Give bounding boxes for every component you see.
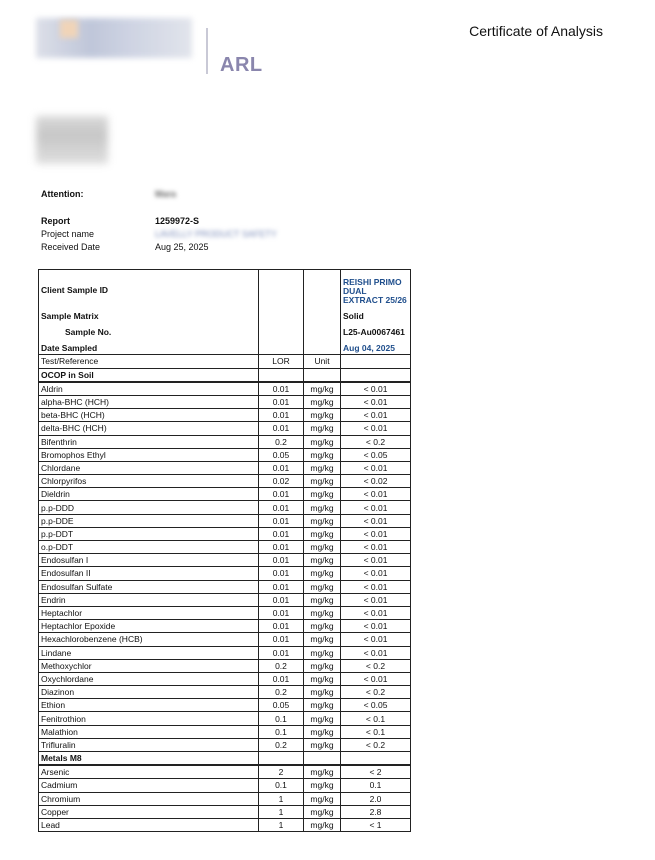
unit-value: mg/kg <box>304 765 341 779</box>
result-value: < 0.01 <box>341 501 411 514</box>
results-table <box>38 269 411 832</box>
section-title: OCOP in Soil <box>39 368 259 382</box>
lor-value: 0.01 <box>259 567 304 580</box>
lor-value: 0.2 <box>259 659 304 672</box>
lor-value: 0.01 <box>259 382 304 396</box>
unit-value: mg/kg <box>304 501 341 514</box>
table-row <box>39 792 411 805</box>
table-row <box>39 606 411 619</box>
result-value: < 0.01 <box>341 620 411 633</box>
table-row <box>39 633 411 646</box>
analyte-name: p.p-DDT <box>39 527 259 540</box>
unit-value: mg/kg <box>304 461 341 474</box>
sample-matrix-value: Solid <box>341 310 411 322</box>
result-value: < 0.01 <box>341 409 411 422</box>
attention-label: Attention: <box>41 189 84 199</box>
table-row <box>39 779 411 792</box>
table-row <box>39 672 411 685</box>
lor-value: 0.01 <box>259 554 304 567</box>
lor-value: 0.1 <box>259 725 304 738</box>
lor-value: 0.01 <box>259 488 304 501</box>
unit-value: mg/kg <box>304 514 341 527</box>
unit-value: mg/kg <box>304 659 341 672</box>
lor-value: 1 <box>259 818 304 831</box>
table-row <box>39 659 411 672</box>
table-row <box>39 593 411 606</box>
table-row <box>39 805 411 818</box>
analyte-name: Chlordane <box>39 461 259 474</box>
lor-value: 1 <box>259 792 304 805</box>
unit-value: mg/kg <box>304 686 341 699</box>
result-value: < 0.01 <box>341 633 411 646</box>
lor-value: 0.05 <box>259 448 304 461</box>
project-value: LAVELLY PRODUCT SAFETY <box>155 229 277 239</box>
analyte-name: Bifenthrin <box>39 435 259 448</box>
result-value: < 0.1 <box>341 712 411 725</box>
table-row <box>39 818 411 831</box>
lor-value: 0.2 <box>259 435 304 448</box>
lor-value: 0.01 <box>259 633 304 646</box>
analyte-name: Malathion <box>39 725 259 738</box>
table-row <box>39 738 411 751</box>
lor-value: 0.1 <box>259 779 304 792</box>
lor-value: 0.05 <box>259 699 304 712</box>
result-value: < 0.01 <box>341 395 411 408</box>
result-value: < 0.01 <box>341 527 411 540</box>
client-sample-id-label: Client Sample ID <box>39 270 259 311</box>
unit-value: mg/kg <box>304 580 341 593</box>
lor-value: 0.01 <box>259 672 304 685</box>
table-row <box>39 527 411 540</box>
logo-divider <box>206 28 208 74</box>
lor-value: 0.01 <box>259 593 304 606</box>
table-row <box>39 646 411 659</box>
report-value: 1259972-S <box>155 216 200 226</box>
sample-no-label-cell <box>39 322 259 342</box>
sample-no-value: L25-Au0067461 <box>341 322 411 342</box>
lor-value: 0.01 <box>259 606 304 619</box>
result-value: < 0.01 <box>341 514 411 527</box>
analyte-name: p.p-DDE <box>39 514 259 527</box>
unit-value: mg/kg <box>304 738 341 751</box>
lor-value: 0.01 <box>259 620 304 633</box>
unit-value: mg/kg <box>304 646 341 659</box>
result-value: < 0.2 <box>341 686 411 699</box>
analyte-name: Chlorpyrifos <box>39 475 259 488</box>
analyte-name: Heptachlor Epoxide <box>39 620 259 633</box>
unit-value: mg/kg <box>304 488 341 501</box>
unit-value: mg/kg <box>304 422 341 435</box>
table-row <box>39 620 411 633</box>
table-row <box>39 395 411 408</box>
analyte-name: Diazinon <box>39 686 259 699</box>
table-row <box>39 382 411 396</box>
table-row <box>39 567 411 580</box>
table-row <box>39 514 411 527</box>
unit-value: mg/kg <box>304 593 341 606</box>
section-header-row <box>39 368 411 382</box>
unit-value: mg/kg <box>304 409 341 422</box>
table-row <box>39 475 411 488</box>
result-value: 0.1 <box>341 779 411 792</box>
lor-value: 2 <box>259 765 304 779</box>
analyte-name: Dieldrin <box>39 488 259 501</box>
sample-matrix-label: Sample Matrix <box>39 310 259 322</box>
result-value: 2.0 <box>341 792 411 805</box>
received-label: Received Date <box>41 242 101 252</box>
analyte-name: Endosulfan Sulfate <box>39 580 259 593</box>
lor-value: 0.01 <box>259 461 304 474</box>
lor-value: 0.01 <box>259 395 304 408</box>
result-value: < 0.1 <box>341 725 411 738</box>
client-sample-id-value: REISHI PRIMO DUAL EXTRACT 25/26 <box>341 270 411 311</box>
analyte-name: Methoxychlor <box>39 659 259 672</box>
unit-value: mg/kg <box>304 606 341 619</box>
analyte-name: Aldrin <box>39 382 259 396</box>
table-row <box>39 765 411 779</box>
lor-value: 0.01 <box>259 514 304 527</box>
result-value: < 0.01 <box>341 593 411 606</box>
result-value: < 0.01 <box>341 567 411 580</box>
unit-value: mg/kg <box>304 448 341 461</box>
table-row <box>39 699 411 712</box>
unit-value: mg/kg <box>304 527 341 540</box>
unit-value: mg/kg <box>304 712 341 725</box>
analyte-name: Copper <box>39 805 259 818</box>
analyte-name: Heptachlor <box>39 606 259 619</box>
result-value: 2.8 <box>341 805 411 818</box>
analyte-name: Fenitrothion <box>39 712 259 725</box>
result-value: < 0.01 <box>341 422 411 435</box>
sample-no-label: Sample No. <box>65 327 112 338</box>
table-row <box>39 554 411 567</box>
analyte-name: Chromium <box>39 792 259 805</box>
lor-value: 0.01 <box>259 541 304 554</box>
date-sampled-value: Aug 04, 2025 <box>341 342 411 355</box>
unit-value: mg/kg <box>304 541 341 554</box>
col-test-header: Test/Reference <box>39 355 259 368</box>
analyte-name: Trifluralin <box>39 738 259 751</box>
analyte-name: Lead <box>39 818 259 831</box>
result-value: < 0.01 <box>341 488 411 501</box>
unit-value: mg/kg <box>304 554 341 567</box>
unit-value: mg/kg <box>304 779 341 792</box>
analyte-name: Ethion <box>39 699 259 712</box>
lor-value: 0.01 <box>259 409 304 422</box>
table-row <box>39 686 411 699</box>
result-value: < 0.01 <box>341 646 411 659</box>
table-row <box>39 580 411 593</box>
result-value: < 0.01 <box>341 580 411 593</box>
table-row <box>39 448 411 461</box>
analyte-name: Bromophos Ethyl <box>39 448 259 461</box>
unit-value: mg/kg <box>304 792 341 805</box>
result-value: < 0.05 <box>341 448 411 461</box>
analyte-name: Oxychlordane <box>39 672 259 685</box>
section-title: Metals M8 <box>39 752 259 766</box>
unit-value: mg/kg <box>304 805 341 818</box>
table-row <box>39 409 411 422</box>
received-value: Aug 25, 2025 <box>155 242 209 252</box>
analyte-name: Endosulfan I <box>39 554 259 567</box>
lor-value: 0.01 <box>259 646 304 659</box>
unit-value: mg/kg <box>304 382 341 396</box>
analyte-name: p.p-DDD <box>39 501 259 514</box>
table-row <box>39 461 411 474</box>
unit-value: mg/kg <box>304 818 341 831</box>
table-row <box>39 435 411 448</box>
lor-value: 0.01 <box>259 422 304 435</box>
analyte-name: Arsenic <box>39 765 259 779</box>
table-row <box>39 501 411 514</box>
address-block-redacted <box>36 116 108 164</box>
analyte-name: delta-BHC (HCH) <box>39 422 259 435</box>
analyte-name: Endosulfan II <box>39 567 259 580</box>
date-sampled-label: Date Sampled <box>39 342 259 355</box>
analyte-name: Endrin <box>39 593 259 606</box>
analyte-name: Lindane <box>39 646 259 659</box>
table-row <box>39 712 411 725</box>
lor-value: 0.01 <box>259 527 304 540</box>
lor-value: 0.1 <box>259 712 304 725</box>
analyte-name: o.p-DDT <box>39 541 259 554</box>
document-title: Certificate of Analysis <box>469 23 603 39</box>
project-label: Project name <box>41 229 95 239</box>
lor-value: 0.01 <box>259 501 304 514</box>
result-value: < 0.2 <box>341 738 411 751</box>
report-label: Report <box>41 216 70 226</box>
lor-value: 0.02 <box>259 475 304 488</box>
table-row <box>39 488 411 501</box>
unit-value: mg/kg <box>304 395 341 408</box>
unit-value: mg/kg <box>304 620 341 633</box>
result-value: < 0.01 <box>341 461 411 474</box>
result-value: < 0.01 <box>341 382 411 396</box>
section-header-row <box>39 752 411 766</box>
unit-value: mg/kg <box>304 672 341 685</box>
analyte-name: beta-BHC (HCH) <box>39 409 259 422</box>
result-value: < 0.05 <box>341 699 411 712</box>
lor-value: 1 <box>259 805 304 818</box>
unit-value: mg/kg <box>304 475 341 488</box>
result-value: < 0.01 <box>341 672 411 685</box>
unit-value: mg/kg <box>304 633 341 646</box>
col-lor-header: LOR <box>259 355 304 368</box>
result-value: < 1 <box>341 818 411 831</box>
attention-value: Mara <box>155 189 177 199</box>
analyte-name: Hexachlorobenzene (HCB) <box>39 633 259 646</box>
unit-value: mg/kg <box>304 567 341 580</box>
result-value: < 0.02 <box>341 475 411 488</box>
company-logo-mark <box>60 20 78 38</box>
unit-value: mg/kg <box>304 435 341 448</box>
result-value: < 0.2 <box>341 435 411 448</box>
lor-value: 0.2 <box>259 738 304 751</box>
lor-value: 0.01 <box>259 580 304 593</box>
unit-value: mg/kg <box>304 699 341 712</box>
table-row <box>39 422 411 435</box>
result-value: < 0.01 <box>341 554 411 567</box>
table-row <box>39 541 411 554</box>
table-row <box>39 725 411 738</box>
logo-text: ARL <box>220 54 263 76</box>
result-value: < 0.01 <box>341 606 411 619</box>
unit-value: mg/kg <box>304 725 341 738</box>
analyte-name: Cadmium <box>39 779 259 792</box>
analyte-name: alpha-BHC (HCH) <box>39 395 259 408</box>
result-value: < 0.01 <box>341 541 411 554</box>
result-value: < 2 <box>341 765 411 779</box>
col-unit-header: Unit <box>304 355 341 368</box>
lor-value: 0.2 <box>259 686 304 699</box>
result-value: < 0.2 <box>341 659 411 672</box>
